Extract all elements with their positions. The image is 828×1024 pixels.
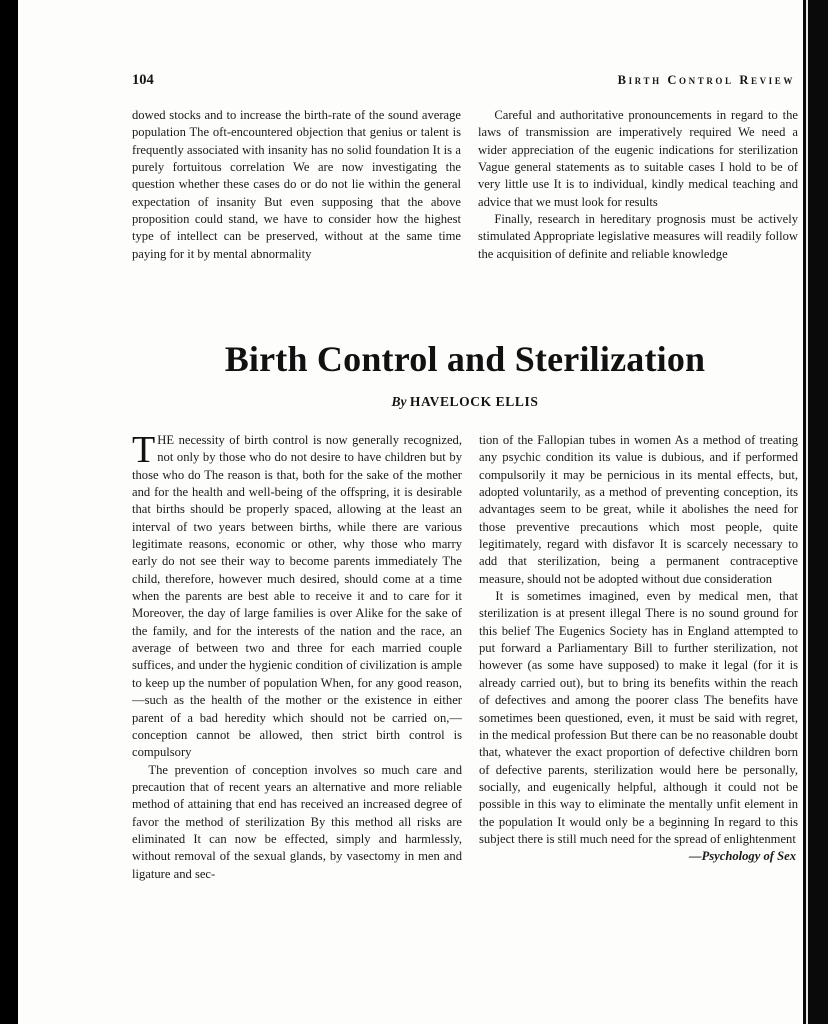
paragraph: dowed stocks and to increase the birth-rate of the sound average population The oft-encountered objection that genius or talent is frequently associated with insanity has no solid foundation It is a purely fortuitous correlation We are now investigating the question whether these cases do or do not lie within the general expectation of insanity But even supposing that the above proposition could stand, we have to consider how the highest type of intellect can be preserved, without at the same time paying for it by mental abnormality [132,108,461,261]
article-right-column [479,432,798,866]
running-head [132,70,798,92]
paragraph: It is sometimes imagined, even by medical men, that sterilization is at present illegal There is no sound ground for this belief The Eugenics Society has in England attempted to put forward a Parliamentary Bill to further sterilization, not however (as some have supposed) to make it legal (for it is already carried out), but to bring its benefits within the reach of defectives and among the poorer class The benefits have sometimes been questioned, even, it must be said with regret, in the medical profession But there can be no reasonable doubt that, whatever the exact proportion of defective children born of defective parents, sterilization would here be personally, socially, and eugenically helpful, although it could not be possible in this way to eliminate the mentally unfit element in the population It would only be a beginning In regard to this subject there is still much need for the spread of enlightenment [479,589,798,846]
opening-paragraph-text: HE necessity of birth control is now generally recognized, not only by those who do not desire to have children but by those who do The reason is that, both for the sake of the mother and for the health and well-being of the offspring, it is desirable that births should be properly spaced, allowing at the least an interval of two years between births, while there are various legitimate reasons, economic or other, why those who marry early do not see their way to become parents immediately The child, therefore, however much desired, should come at a time when the parents are best able to receive it and to care for it Moreover, the day of large families is over Alike for the sake of the family, and for the interests of the nation and the race, an average of between two and three for each married couple suffices, and under the hygienic condition of civilization is ample to keep up the number of population When, for any good reason,—such as the health of the mother or the existence in either parent of a bad heredity which should not be carried on,—conception cannot be allowed, then strict birth control is compulsory [132,433,462,760]
author-name: HAVELOCK ELLIS [409,394,539,409]
page-number: 104 [132,72,154,88]
paragraph: Careful and authoritative pronouncements in regard to the laws of transmission are imperatively required We need a wider appreciation of the eugenic indications for sterilization Vague general statements as to suitable cases I hold to be of very little use It is to individual, kindly medical teaching and advice that we must look for results [478,108,798,209]
previous-article-left-column [132,107,461,263]
byline [132,394,798,410]
article-title: Birth Control and Sterilization [224,339,706,379]
journal-title: Birth Control Review [617,73,795,87]
previous-article-right-column [478,107,798,263]
document-page [18,0,803,1024]
paragraph: The prevention of conception involves so much care and precaution that of recent years an alternative and more reliable method of attaining that end has received an increased degree of favor the method of sterilization By this method all risks are eliminated It can now be effected, simply and harmlessly, without removal of the sexual glands, by vasectomy in men and ligature and sec- [132,762,462,881]
opening-paragraph [132,429,462,762]
source-attribution: —Psychology of Sex [688,849,796,864]
article-left-column [132,429,462,883]
byline-prefix: By [391,394,407,409]
paragraph: tion of the Fallopian tubes in women As a method of treating any psychic condition its value is dubious, and if performed compulsorily it may be pernicious in its mental effects, but, adopted voluntarily, as a method of preventing conception, its advantages seem to be great, while it abolishes the need for those preventive precautions which most people, quite legitimately, regard with disfavor It is scarcely necessary to add that sterilization, being a permanent contraceptive measure, should not be adopted without due consideration [479,433,798,586]
drop-cap: T [132,429,156,471]
scan-edge-line [806,0,808,1024]
paragraph: Finally, research in hereditary prognosis must be actively stimulated Appropriate legislative measures will readily follow the acquisition of definite and reliable knowledge [478,212,798,261]
